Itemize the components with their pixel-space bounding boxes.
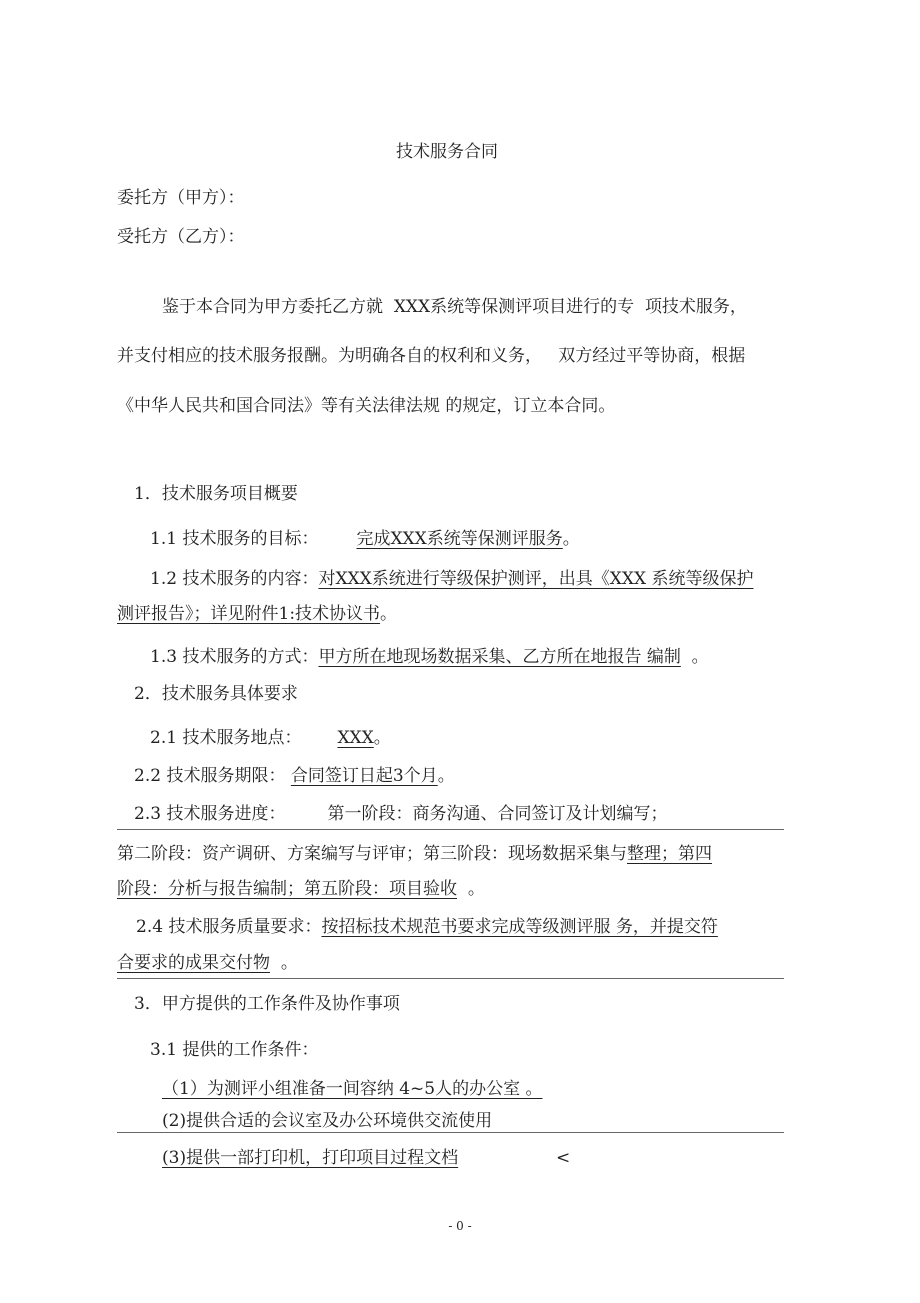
- item-2-2: [134, 765, 455, 787]
- condition-text: (3)提供一部打印机，打印项目过程文档: [162, 1148, 459, 1168]
- item-value: 对XXX系统进行等级保护测评，出具《XXX 系统等级保护: [318, 569, 754, 589]
- party-b-label: 受托方（乙方）：: [117, 227, 245, 247]
- item-value: 整理；第四: [627, 844, 712, 864]
- item-2-3-line-3: [117, 878, 485, 900]
- item-value: 合要求的成果交付物: [117, 953, 270, 973]
- item-2-4-line-1: [136, 916, 718, 938]
- item-1-1: [150, 528, 580, 550]
- item-1-3: [150, 646, 709, 668]
- item-end: 。: [373, 728, 391, 748]
- section-3-heading: 3．甲方提供的工作条件及协作事项: [134, 994, 400, 1014]
- preamble-line-3: [117, 395, 615, 417]
- item-value: 第二阶段：资产调研、方案编写与评审；第三阶段：现场数据采集与: [117, 844, 627, 864]
- item-end: 。: [691, 647, 709, 667]
- item-label: 1.1 技术服务的目标：: [150, 529, 319, 549]
- item-label: 2.3 技术服务进度：: [134, 804, 286, 824]
- condition-text: （1）为测评小组准备一间容纳 4~5人的办公室 。: [162, 1079, 543, 1099]
- underline-rule: [117, 829, 784, 830]
- preamble-text: 项技术服务，: [644, 297, 747, 317]
- preamble-text: XXX系统等保测评项目进行的专: [393, 297, 635, 317]
- item-value: 阶段：分析与报告编制；第五阶段：项目验收: [117, 879, 457, 899]
- item-value: 按招标技术规范书要求完成等级测评服 务，并提交符: [321, 917, 718, 937]
- preamble-text: 鉴于本合同为甲方委托乙方就: [162, 297, 383, 317]
- page-number: - 0 -: [448, 1219, 472, 1233]
- preamble-text: 并支付相应的技术服务报酬。为明确各自的权利和义务，: [117, 346, 542, 366]
- item-value: 测评报告》；详见附件1:技术协议书: [117, 604, 381, 624]
- party-a-label: 委托方（甲方）：: [117, 188, 245, 208]
- underline-rule: [117, 978, 784, 979]
- item-value: 甲方所在地现场数据采集、乙方所在地报告 编制: [318, 647, 681, 667]
- item-1-2-line-2: [117, 603, 397, 625]
- item-label: 1.2 技术服务的内容：: [150, 569, 319, 589]
- preamble-text: 《中华人民共和国合同法》等有关法律法规: [117, 396, 440, 416]
- condition-1: [162, 1078, 543, 1100]
- item-end: 。: [562, 529, 580, 549]
- preamble-line-2: [117, 345, 745, 367]
- item-label: 2.4 技术服务质量要求：: [136, 917, 322, 937]
- item-2-3-line-2: [117, 843, 712, 865]
- section-2-heading: 2．技术服务具体要求: [134, 684, 298, 704]
- document-title: 技术服务合同: [396, 142, 498, 162]
- item-3-1: 3.1 提供的工作条件：: [150, 1040, 319, 1060]
- preamble-text: 的规定，订立本合同。: [445, 396, 616, 416]
- item-value: XXX: [337, 728, 374, 748]
- item-end: 。: [380, 604, 398, 624]
- item-end: 。: [467, 879, 485, 899]
- item-1-2-line-1: [150, 568, 753, 590]
- section-1-heading: 1．技术服务项目概要: [134, 484, 298, 504]
- item-value: 合同签订日起3个月: [290, 766, 438, 786]
- item-end: 。: [280, 953, 298, 973]
- item-end: 。: [437, 766, 455, 786]
- item-label: 2.2 技术服务期限：: [134, 766, 286, 786]
- item-2-3-line-1: [134, 803, 667, 825]
- item-label: 2.1 技术服务地点：: [150, 728, 302, 748]
- condition-3: [162, 1147, 458, 1169]
- item-value: 第一阶段：商务沟通、合同签订及计划编写；: [327, 804, 668, 824]
- item-2-1: [150, 727, 391, 749]
- item-label: 1.3 技术服务的方式：: [150, 647, 319, 667]
- condition-2: (2)提供合适的会议室及办公环境供交流使用: [162, 1111, 493, 1131]
- condition-3-end-mark: <: [556, 1148, 571, 1168]
- item-value: 完成XXX系统等保测评服务: [356, 529, 563, 549]
- underline-rule: [117, 1132, 784, 1133]
- preamble-line-1: [162, 296, 747, 318]
- preamble-text: 双方经过平等协商，根据: [558, 346, 746, 366]
- item-2-4-line-2: [117, 952, 298, 974]
